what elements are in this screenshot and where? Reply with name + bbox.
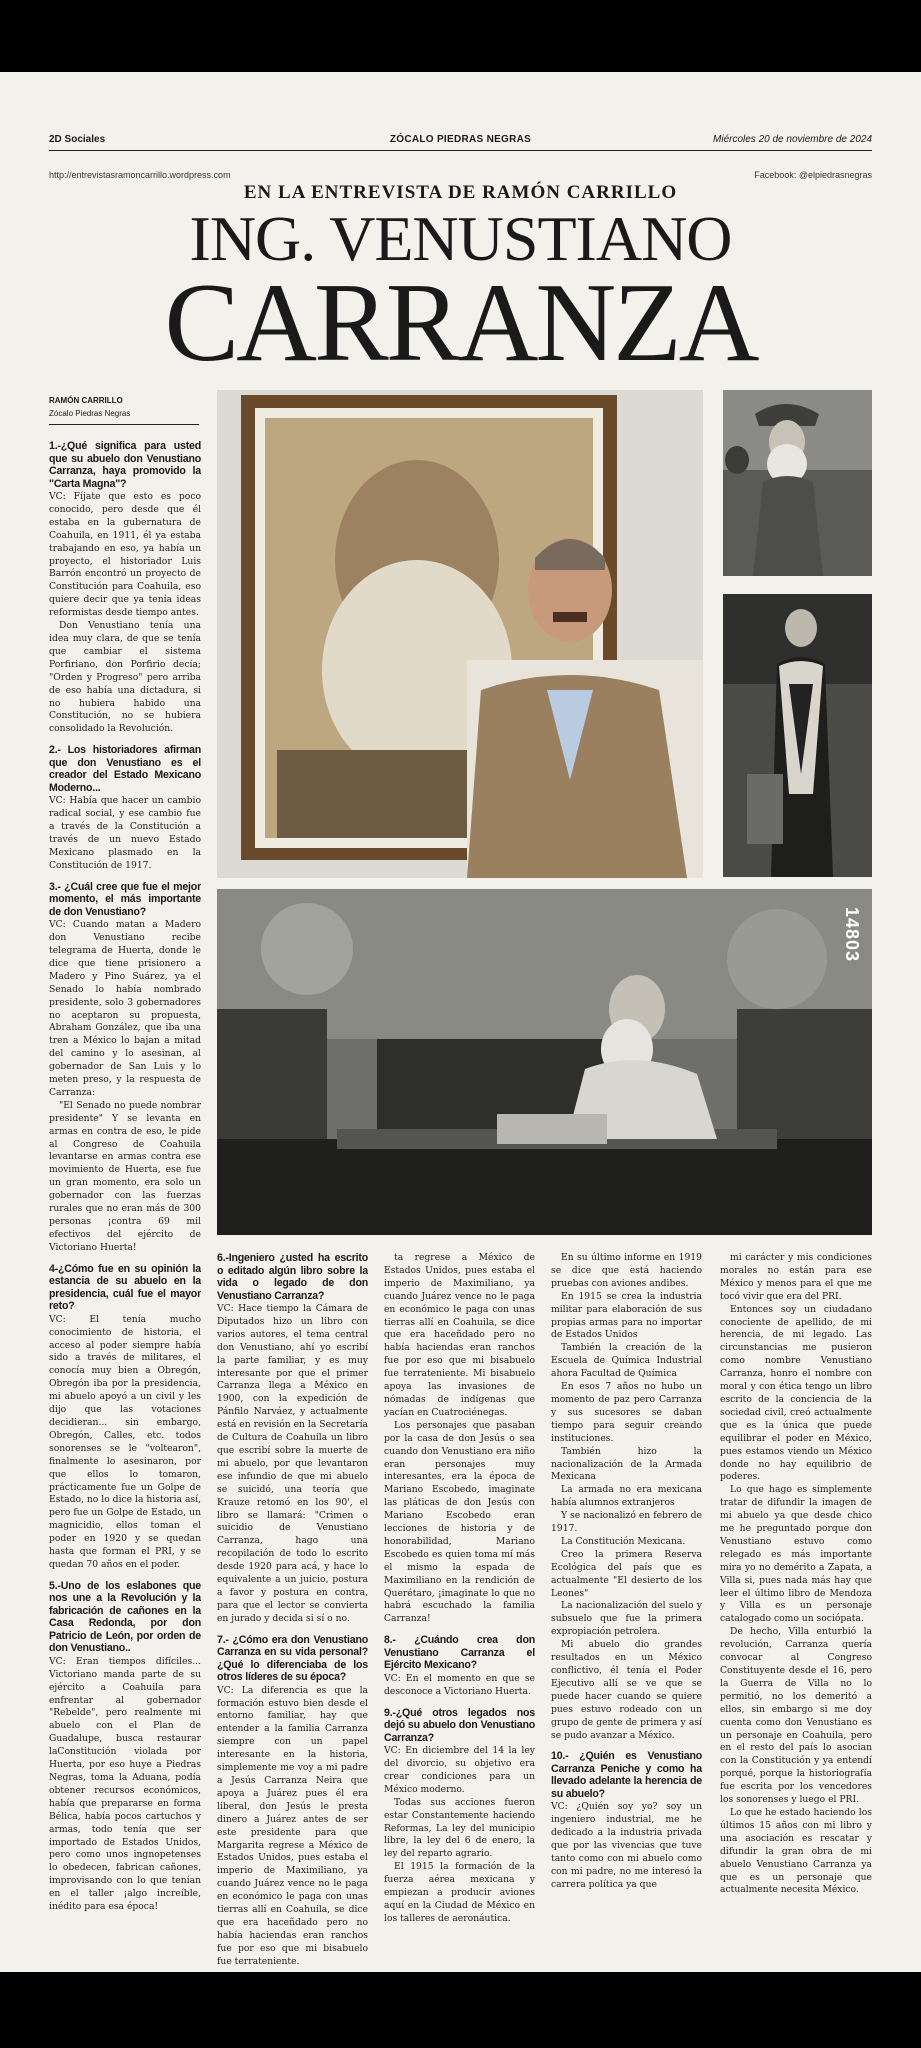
article-paragraph: VC: El tenía mucho conocimiento de historia, el acceso al poder siempre había sido a través de militares, el conocía muy bien a Obregón, Obregón iba por la presidencia, mi abuelo apoyó a un civil y les dijo que las votaciones decidieran... sin embargo, Obregón, Calles, etc. todos sonorenses se le "voltearon", finalmente lo asesinaron, por que ellos lo tomaron, prácticamente fue un Golpe de Estado, no lo dice la historia así, pero fue un Golpe de Estado, un magnicidio, ellos toman el poder en 1920 y se quedan hasta que forman el PRI, y se quedan 70 años en el poder.	[49, 1313, 201, 1570]
article-paragraph: ta regrese a México de Estados Unidos, pues estaba el imperio de Maximiliano, ya cuando Juárez vence no le paga en económico le paga con unas tierras allí en Coahuila, se dice que era haceñdado pero no había haciendas eran ranchos fue por eso que mi bisabuelo fue terrateniente. Mi bisabuelo apoya las invasiones de nómadas de indígenas que yacían en Cuatrociénegas.	[384, 1252, 535, 1418]
article-paragraph: VC: ¿Quién soy yo? soy un ingeniero industrial, me he dedicado a la industria privada que por las vivencias que tuve tanto como con mi abuelo como con mi padre, no me interesó la carrera política ya que	[551, 1801, 702, 1890]
interview-question: 8.- ¿Cuándo crea don Venustiano Carranza el Ejército Mexicano?	[384, 1634, 535, 1672]
interview-question: 9.-¿Qué otros legados nos dejó su abuelo don Venustiano Carranza?	[384, 1706, 535, 1744]
article-paragraph: Don Venustiano tenía una idea muy clara, de que se tenía que cambiar el sistema Porfiriano, don Porfirio decía; "Orden y Progreso" pero arriba de eso había una dictadura, si no hubiera habido una Constitución, no se hubiera consolidado la Revolución.	[49, 620, 201, 735]
section-label: 2D Sociales	[49, 134, 106, 145]
publication-name: ZÓCALO PIEDRAS NEGRAS	[389, 134, 532, 145]
article-paragraph: Los personajes que pasaban por la casa de don Jesús o sea cuando don Venustiano era niño eran personajes muy interesantes, era la época de Mariano Escobedo, imaginate las pláticas de don Jesús con Mariano Escobedo eran lecciones de historia y de honorabilidad, Mariano Escobedo es quien toma mí más el mismo la espada de Maximiliano en la rendición de Querétaro, ¡imaginate lo que no habrá escuchado la familia Carranza!	[384, 1419, 535, 1625]
article-paragraph: La armada no era mexicana había alumnos extranjeros	[551, 1484, 702, 1509]
article-paragraph: El 1915 la formación de la fuerza aérea mexicana y empiezan a producir aviones aquí en la Ciudad de México en los talleres de aeronáutica.	[384, 1861, 535, 1924]
interview-question: 1.-¿Qué significa para usted que su abuelo don Venustiano Carranza, haya promovido la "Carta Magna"?	[49, 440, 201, 490]
photo-archive-number: 14803	[842, 907, 862, 963]
article-paragraph: En esos 7 años no hubo un momento de paz pero Carranza y sus sucesores se daban tiempo para seguir creando instituciones.	[551, 1381, 702, 1444]
interviewee-photo	[217, 390, 703, 878]
article-paragraph: La Constitución Mexicana.	[561, 1535, 686, 1547]
article-column-1	[49, 440, 201, 1972]
article-paragraph: Lo que he estado haciendo los últimos 15 años con mi libro y una asociación es rescatar y difundir la gran obra de mi abuelo Venustiano Carranza ya que es un personaje que actualmente necesita México.	[720, 1806, 872, 1896]
article-paragraph: "El Senado no puede nombrar presidente" Y se levanta en armas en contra de eso, le pide al Congreso de Coahuila levantarse en armas contra ese movimiento de Huerta, ese fue un gran momento, era solo un gobernador con las fuerzas rurales que no eran más de 300 personas ¡contra 69 mil efectivos del ejército de Victoriano Huerta!	[49, 1099, 201, 1253]
article-paragraph: mi carácter y mis condiciones morales no están para ese México y menos para el que me tocó vivir que era del PRI.	[720, 1252, 872, 1302]
carranza-at-desk-photo	[217, 889, 872, 1235]
interview-question: 3.- ¿Cuál cree que fue el mejor momento, el más importante de don Venustiano?	[49, 880, 201, 918]
article-column-4	[551, 1252, 702, 1972]
article-column-5	[720, 1252, 872, 1972]
article-paragraph: VC: Había que hacer un cambio radical social, y ese cambio fue a través de la Constitución a través de un nuevo Estado Mexicano plasmado en la Constitución de 1917.	[49, 795, 201, 871]
article-paragraph: Entonces soy un ciudadano conociente de apellido, de mi herencia, de mi legado. Las circunstancias me pusieron como nombre Venustiano Carranza, honro el nombre con moral y con ética tengo un libro escrito de la conciencia de la sociedad civil, creó actualmente que es la única que puede equilibrar el poder en México, pues estamos viendo un México donde no hay equilibrio de poderes.	[720, 1303, 872, 1483]
article-paragraph: VC: En el momento en que se desconoce a Victoriano Huerta.	[384, 1672, 535, 1697]
author-name: RAMÓN CARRILLO	[49, 396, 123, 405]
article-paragraph: Lo que hago es simplemente tratar de difundir la imagen de mi abuelo ya que desde chico me he preguntado porque don Venustiano estuvo como relegado es más importante mira yo no demérito a Zapata, a Villa si, pues nada más hay que leer el último libro de Mendoza y Villa es un personaje catalogado como un sociópata.	[720, 1484, 872, 1625]
article-column-3	[384, 1252, 535, 1972]
article-paragraph: VC: Eran tiempos difíciles... Victoriano manda parte de su ejército a Coahuila para enfrentar al gobernador "Rebelde", pero realmente mi abuelo con el Plan de Guadalupe, busca restaurar laConstitución violada por Huerta, por eso huye a Piedras Negras, toma la Aduana, podía obtener recursos económicos, había que prepararse en forma Bélica, había pocos cartuchos y armas, todo tenía que ser importado de Estados Unidos, pero como unos ingnopetenses lo obedecen, fabrican cañones, improvisando con lo que tenían en el taller ¡algo increíble, inédito para esa época!	[49, 1655, 201, 1913]
article-paragraph: Mi abuelo dio grandes resultados en un México conflictivo, él tenía el Poder Ejecutivo allí se ve que se puede hacer cuando se quiere pues estuvo rodeado con un grupo de gente de primera y así se pudo avanzar a México.	[551, 1639, 702, 1741]
issue-date: Miércoles 20 de noviembre de 2024	[713, 134, 872, 145]
newspaper-page	[0, 72, 921, 1972]
article-paragraph: También hizo la nacionalización de la Armada Mexicana	[551, 1445, 702, 1483]
article-paragraph: De hecho, Villa enturbió la revolución, Carranza quería convocar al Congreso Constituyente desde el 16, pero la Guerra de Villa no lo permitió, no los demeritó a ellos, sin embargo si me doy cuenta como don Venustiano es un personaje en Coahuila, pero en el resto del país lo asocian con la Constitución y ya entendí porqué, porque la historiografía fue escrita por los vencedores los sonorenses y luego el PRI.	[720, 1626, 872, 1806]
article-paragraph: Todas sus acciones fueron estar Constantemente haciendo Reformas, La ley del municipio libre, la ley del 6 de enero, la ley del reparto agrario.	[384, 1796, 535, 1860]
byline-rule	[49, 424, 199, 425]
article-paragraph: Creo la primera Reserva Ecológica del país que es actualmente "El desierto de los Leones"	[551, 1548, 702, 1599]
website-link[interactable]: http://entrevistasramoncarrillo.wordpress.com	[49, 170, 231, 180]
article-paragraph: En su último informe en 1919 se dice que está haciendo pruebas con aviones andibes.	[551, 1252, 702, 1289]
headline-line-2: CARRANZA	[164, 261, 757, 385]
young-carranza-photo	[723, 594, 872, 877]
interview-question: 5.-Uno de los eslabones que nos une a la Revolución y la fabricación de cañones en la Casa Redonda, por don Patricio de León, por orden de don Venustiano..	[49, 1579, 201, 1655]
article-paragraph: VC: En diciembre del 14 la ley del divorcio, su objetivo era crear condiciones para un México moderno.	[384, 1745, 535, 1795]
article-paragraph: VC: La diferencia es que la formación estuvo bien desde el entorno familiar, hay que entender a la familia Carranza siempre con un papel interesante en la historia, simplemente me voy a mi padre a Jesús Carranza Neira que apoya a Juárez pues él era liberal, don Jesús le presta dinero a Juárez antes de ser este presidente para que Margarita regrese a México de Estados Unidos, pues estaba el imperio de Maximiliano, ya cuando Juárez vence no le paga en económico le paga con unas tierras allí en Coahuila, se dice que era haceñdado pero no había haciendas eran ranchos fue por eso que mi bisabuelo fue terrateniente.	[217, 1684, 368, 1967]
article-paragraph: Y se nacionalizó en febrero de 1917.	[551, 1510, 702, 1535]
interview-question: 6.-Ingeniero ¿usted ha escrito o editado algún libro sobre la vida o legado de don Venustiano Carranza?	[217, 1252, 368, 1302]
article-paragraph: En 1915 se crea la industria militar para elaboración de sus propias armas para no importar de Estados Unidos	[551, 1290, 702, 1341]
article-paragraph: VC: Cuando matan a Madero don Venustiano recibe telegrama de Huerta, donde le dice que tiene prisionero a Madero y Pino Suárez, ya el Senado lo había nombrado presidente, solo 3 gobernadores no aceptaron su propuesta, Abraham González, que iba una tren a México lo bajan a mitad del camino y lo asesinan, al gobernador de San Luis y lo meten preso, y la respuesta de Carranza:	[49, 919, 201, 1098]
byline	[49, 394, 199, 420]
article-paragraph: VC: Hace tiempo la Cámara de Diputados hizo un libro con varios autores, el tema central don Venustiano, ahí yo escribí la parte familiar, y es muy interesante por que el primer Carranza llega a México en 1900, con la expedición de Pánfilo Narváez, y actualmente está en revisión en la Secretaría de Cultura de Coahuila un libro que escribí sobre la muerte de mi abuelo, por que levantaron ese infundio de que mi abuelo se suicidó, una teoría que Krauze retomó en los 90', el libro se llamará: "Crimen o suicidio de Venustiano Carranza, hago una recopilación de todo lo escrito desde 1920 para acá, y hace lo equivalente a un juicio, postura a favor y postura en contra, para que el lector se convierta en jurado y decida si sí o no.	[217, 1303, 368, 1624]
interview-question: 7.- ¿Cómo era don Venustiano Carranza en su vida personal? ¿Qué lo diferenciaba de los otros líderes de su época?	[217, 1633, 368, 1684]
interview-question: 4-¿Cómo fue en su opinión la estancia de su abuelo en la presidencia, cuál fue el mayor reto?	[49, 1262, 201, 1313]
header-rule	[49, 150, 872, 151]
article-paragraph: También la creación de la Escuela de Química Industrial ahora Facultad de Química	[551, 1342, 702, 1380]
carranza-standing-photo	[723, 390, 872, 576]
article-column-2	[217, 1252, 368, 1972]
article-kicker: EN LA ENTREVISTA DE RAMÓN CARRILLO	[243, 182, 678, 203]
author-outlet: Zócalo Piedras Negras	[49, 409, 131, 418]
article-paragraph: VC: Fíjate que esto es poco conocido, pero desde que él estaba en la gubernatura de Coahuila, en 1911, él ya estaba trabajando en eso, ya había un proyecto, el historiador Luis Barrón encontró un proyecto de Constitución para Coahuila, eso quiere decir que ya tenía ideas reformistas desde tiempo antes.	[49, 491, 201, 619]
facebook-link[interactable]: Facebook: @elpiedrasnegras	[754, 170, 872, 180]
article-paragraph: La nacionalización del suelo y subsuelo que fue la primera expropiación petrolera.	[551, 1600, 702, 1638]
interview-question: 2.- Los historiadores afirman que don Venustiano es el creador del Estado Mexicano Moderno...	[49, 744, 201, 794]
interview-question: 10.- ¿Quién es Venustiano Carranza Peniche y como ha llevado adelante la herencia de su abuelo?	[551, 1750, 702, 1800]
headline-line-1: ING. VENUSTIANO	[189, 203, 732, 274]
